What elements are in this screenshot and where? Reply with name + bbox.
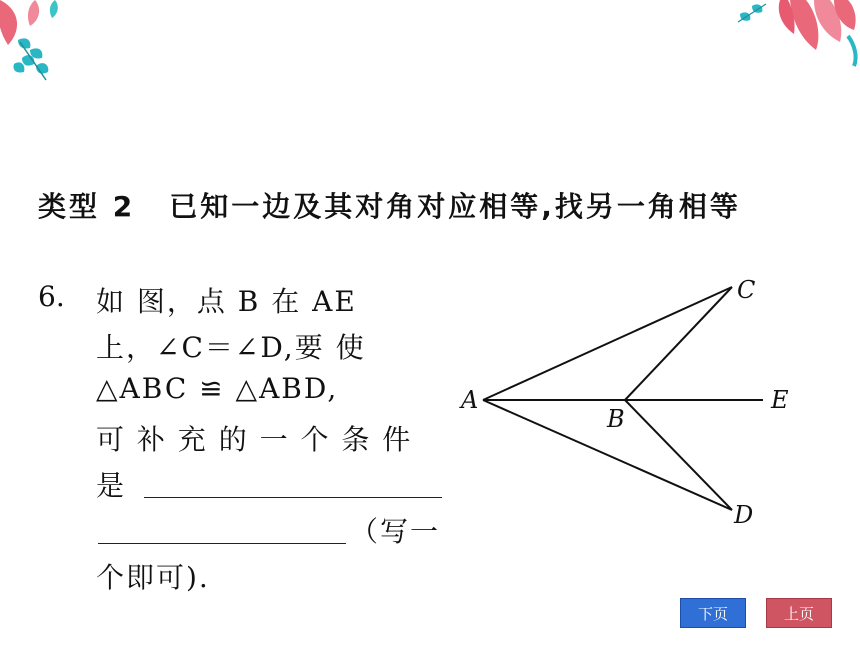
question-line-3: △ABC ≌ △ABD,	[96, 372, 339, 405]
question-line-2: 上，∠C＝∠D,要 使	[96, 331, 366, 364]
answer-blank-line-2	[98, 543, 346, 544]
point-label-D: D	[734, 501, 754, 529]
segment-BC	[625, 287, 732, 400]
question-line-4: 可 补 充 的 一 个 条 件	[96, 423, 413, 456]
section-heading	[38, 186, 818, 228]
question-number: 6.	[38, 280, 65, 313]
question-line-1: 如 图，点 B 在 AE	[96, 285, 357, 318]
section-title: 已知一边及其对角对应相等,找另一角相等	[169, 190, 741, 223]
previous-page-button[interactable]: 上页	[766, 598, 832, 628]
corner-decoration-right	[730, 0, 860, 70]
geometry-figure	[455, 270, 805, 535]
point-label-A: A	[461, 386, 479, 414]
question-line-6: （写一	[350, 515, 441, 548]
segment-BD	[625, 400, 732, 510]
corner-decoration-left	[0, 0, 90, 90]
section-tag: 类型 2	[38, 190, 136, 223]
next-page-button[interactable]: 下页	[680, 598, 746, 628]
question-line-7: 个即可).	[96, 561, 210, 594]
answer-blank-line-1	[144, 497, 442, 498]
point-label-B: B	[607, 405, 625, 433]
point-label-C: C	[737, 276, 756, 304]
segment-AC	[483, 287, 732, 400]
point-label-E: E	[771, 386, 789, 414]
question-line-5: 是	[96, 469, 127, 502]
